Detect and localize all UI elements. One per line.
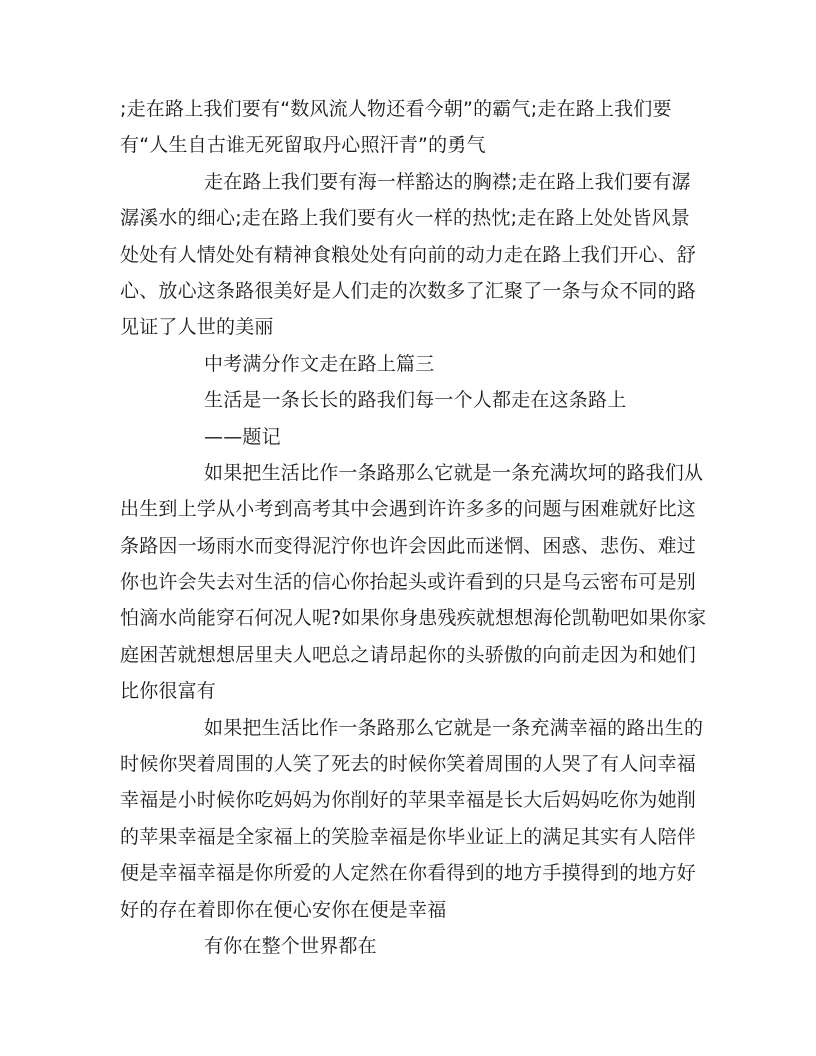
paragraph-line: 如果把生活比作一条路那么它就是一条充满幸福的路出生的 (204, 717, 704, 739)
paragraph-line: 你也许会失去对生活的信心你抬起头或许看到的只是乌云密布可是别 (120, 571, 697, 593)
paragraph-line: 见证了人世的美丽 (120, 316, 274, 338)
paragraph-line: 幸福是小时候你吃妈妈为你削好的苹果幸福是长大后妈妈吃你为她削 (120, 789, 697, 811)
paragraph-line: 处处有人情处处有精神食粮处处有向前的动力走在路上我们开心、舒 (120, 244, 697, 266)
paragraph-line: 有“人生自古谁无死留取丹心照汗青”的勇气 (120, 134, 486, 156)
paragraph-line: 时候你哭着周围的人笑了死去的时候你笑着周围的人哭了有人问幸福 (120, 753, 697, 775)
paragraph-line: 条路因一场雨水而变得泥泞你也许会因此而迷惘、困惑、悲伤、难过 (120, 535, 697, 557)
paragraph-line: 如果把生活比作一条路那么它就是一条充满坎坷的路我们从 (204, 462, 704, 484)
paragraph-line: 有你在整个世界都在 (204, 935, 377, 957)
paragraph-line: 比你很富有 (120, 680, 217, 702)
paragraph-line: 怕滴水尚能穿石何况人呢?如果你身患残疾就想想海伦凯勒吧如果你家 (120, 607, 707, 629)
paragraph-line: 庭困苦就想想居里夫人吧总之请昂起你的头骄傲的向前走因为和她们 (120, 644, 697, 666)
epigraph-line: 生活是一条长长的路我们每一个人都走在这条路上 (204, 389, 627, 411)
paragraph-line: 好的存在着即你在便心安你在便是幸福 (120, 899, 447, 921)
epigraph-attribution: ——题记 (204, 426, 281, 448)
paragraph-line: 的苹果幸福是全家福上的笑脸幸福是你毕业证上的满足其实有人陪伴 (120, 826, 697, 848)
paragraph-line: 出生到上学从小考到高考其中会遇到许许多多的问题与困难就好比这 (120, 498, 697, 520)
paragraph-line: 心、放心这条路很美好是人们走的次数多了汇聚了一条与众不同的路 (120, 280, 697, 302)
section-heading: 中考满分作文走在路上篇三 (204, 353, 435, 375)
paragraph-line: 走在路上我们要有海一样豁达的胸襟;走在路上我们要有潺 (204, 171, 691, 193)
paragraph-line: 便是幸福幸福是你所爱的人定然在你看得到的地方手摸得到的地方好 (120, 862, 697, 884)
paragraph-line: ;走在路上我们要有“数风流人物还看今朝”的霸气;走在路上我们要 (120, 98, 672, 120)
paragraph-line: 潺溪水的细心;走在路上我们要有火一样的热忱;走在路上处处皆风景 (120, 207, 691, 229)
